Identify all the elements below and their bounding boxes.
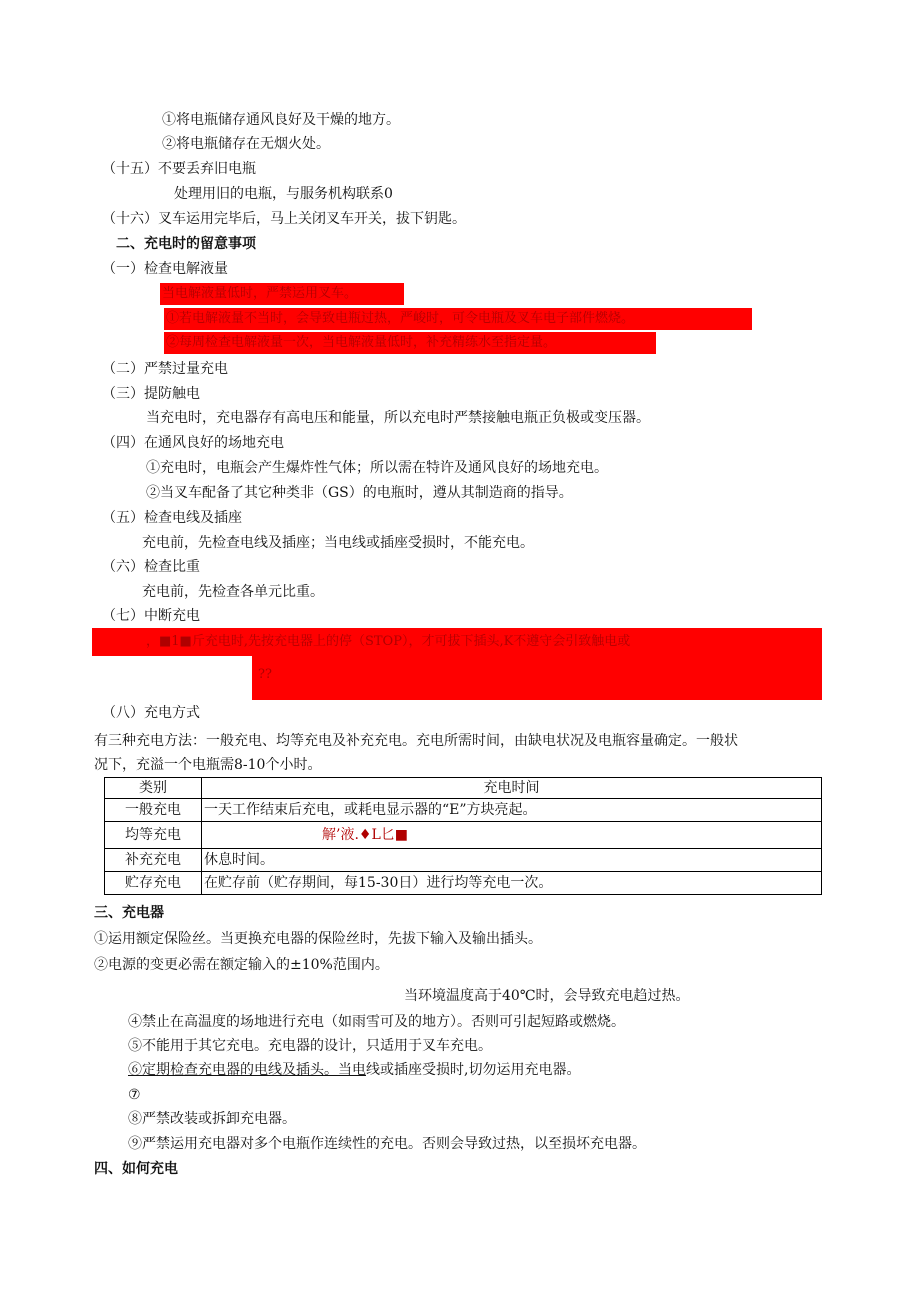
- text-line: ⑦: [128, 1087, 141, 1103]
- text-line: 处理用旧的电瓶，与服务机构联系0: [174, 186, 393, 202]
- text-line: [128, 1060, 580, 1080]
- table-cell: [202, 822, 822, 849]
- table-header-cell: 类别: [105, 778, 202, 799]
- section-heading: （十五）不要丢弃旧电瓶: [102, 161, 256, 177]
- text-line: ①将电瓶储存通风良好及干燥的地方。: [162, 112, 400, 128]
- highlighted-text: ②每周检查电解液量一次，当电解液量低时，补充精练水至指定量。: [166, 335, 557, 350]
- text-line: 当环境温度高于40℃时，会导致充电趋过热。: [404, 988, 690, 1004]
- section-heading: （一）检查电解液量: [102, 261, 228, 277]
- section-heading: （七）中断充电: [102, 608, 200, 624]
- text-line: ①充电时，电瓶会产生爆炸性气体；所以需在特许及通风良好的场地充电。: [146, 460, 608, 476]
- highlighted-text: ①若电解液量不当时，会导致电瓶过热，严峻时，可令电瓶及叉车电子部件燃烧。: [166, 311, 635, 326]
- highlighted-text: ??: [258, 667, 272, 682]
- text-line: ②当叉车配备了其它种类非（GS）的电瓶时，遵从其制造商的指导。: [146, 485, 573, 501]
- table-cell: 一天工作结束后充电，或耗电显示器的“E”方块亮起。: [202, 799, 822, 822]
- text-line: ⑨严禁运用充电器对多个电瓶作连续性的充电。否则会导致过热，以至损坏充电器。: [128, 1136, 646, 1152]
- table-cell: 一般充电: [105, 799, 202, 822]
- section-heading: （六）检查比重: [102, 559, 200, 575]
- table-header-row: [105, 778, 822, 799]
- table-header-cell: 充电时间: [202, 778, 822, 799]
- table-cell: 均等充电: [105, 822, 202, 849]
- underlined-text: ⑥定期检查充电器的电线及插头。当电: [128, 1062, 366, 1078]
- table-cell: 休息时间。: [202, 849, 822, 872]
- text-line: ⑧严禁改装或拆卸充电器。: [128, 1111, 296, 1127]
- highlighted-text: 当电解液量低时，严禁运用叉车。: [162, 286, 358, 301]
- text-line: ②电源的变更必需在额定输入的±10%范围内。: [94, 957, 389, 973]
- text-line: 当充电时，充电器存有高电压和能量，所以充电时严禁接触电瓶正负极或变压器。: [146, 410, 650, 426]
- table-cell: 在贮存前（贮存期间，每15-30日）进行均等充电一次。: [202, 872, 822, 895]
- chapter-heading: 三、充电器: [94, 905, 164, 921]
- text-line: 充电前，先检查电线及插座；当电线或插座受损时，不能充电。: [142, 535, 534, 551]
- text-line: ⑤不能用于其它充电。充电器的设计，只适用于叉车充电。: [128, 1038, 492, 1054]
- section-heading: （八）充电方式: [102, 705, 200, 721]
- text-span: 线或插座受损时,切勿运用充电器。: [366, 1062, 581, 1078]
- table-row: [105, 872, 822, 895]
- chapter-heading: 二、充电时的留意事项: [116, 236, 256, 252]
- text-line: 充电前，先检查各单元比重。: [142, 584, 324, 600]
- section-heading: （二）严禁过量充电: [102, 361, 228, 377]
- table-row: [105, 822, 822, 849]
- text-line: ④禁止在高温度的场地进行充电（如雨雪可及的地方）。否则可引起短路或燃烧。: [128, 1014, 625, 1030]
- section-heading: （三）提防触电: [102, 386, 200, 402]
- table-cell: 贮存充电: [105, 872, 202, 895]
- text-line: ②将电瓶储存在无烟火处。: [162, 136, 330, 152]
- highlight-block: [252, 656, 822, 700]
- text-line: 况下，充溢一个电瓶需8-10个小时。: [94, 757, 322, 773]
- table-row: [105, 849, 822, 872]
- chapter-heading: 四、如何充电: [94, 1161, 178, 1177]
- section-heading: （十六）叉车运用完毕后，马上关闭叉车开关，拔下钥匙。: [102, 211, 466, 227]
- section-heading: （四）在通风良好的场地充电: [102, 435, 284, 451]
- text-line: ①运用额定保险丝。当更换充电器的保险丝时，先拔下输入及输出插头。: [94, 931, 542, 947]
- table-row: [105, 799, 822, 822]
- section-heading: （五）检查电线及插座: [102, 510, 242, 526]
- text-line: 有三种充电方法：一般充电、均等充电及补充充电。充电所需时间，由缺电状况及电瓶容量确定。一般状: [94, 733, 738, 749]
- garbled-text: 解’液.♦L匕■: [322, 827, 408, 843]
- table-cell: 补充充电: [105, 849, 202, 872]
- charging-method-table: [104, 777, 822, 895]
- highlighted-text: ，■1■斤充电时,先按充电器上的停（STOP），才可拔下插头,K不遵守会引致触电或: [146, 634, 631, 649]
